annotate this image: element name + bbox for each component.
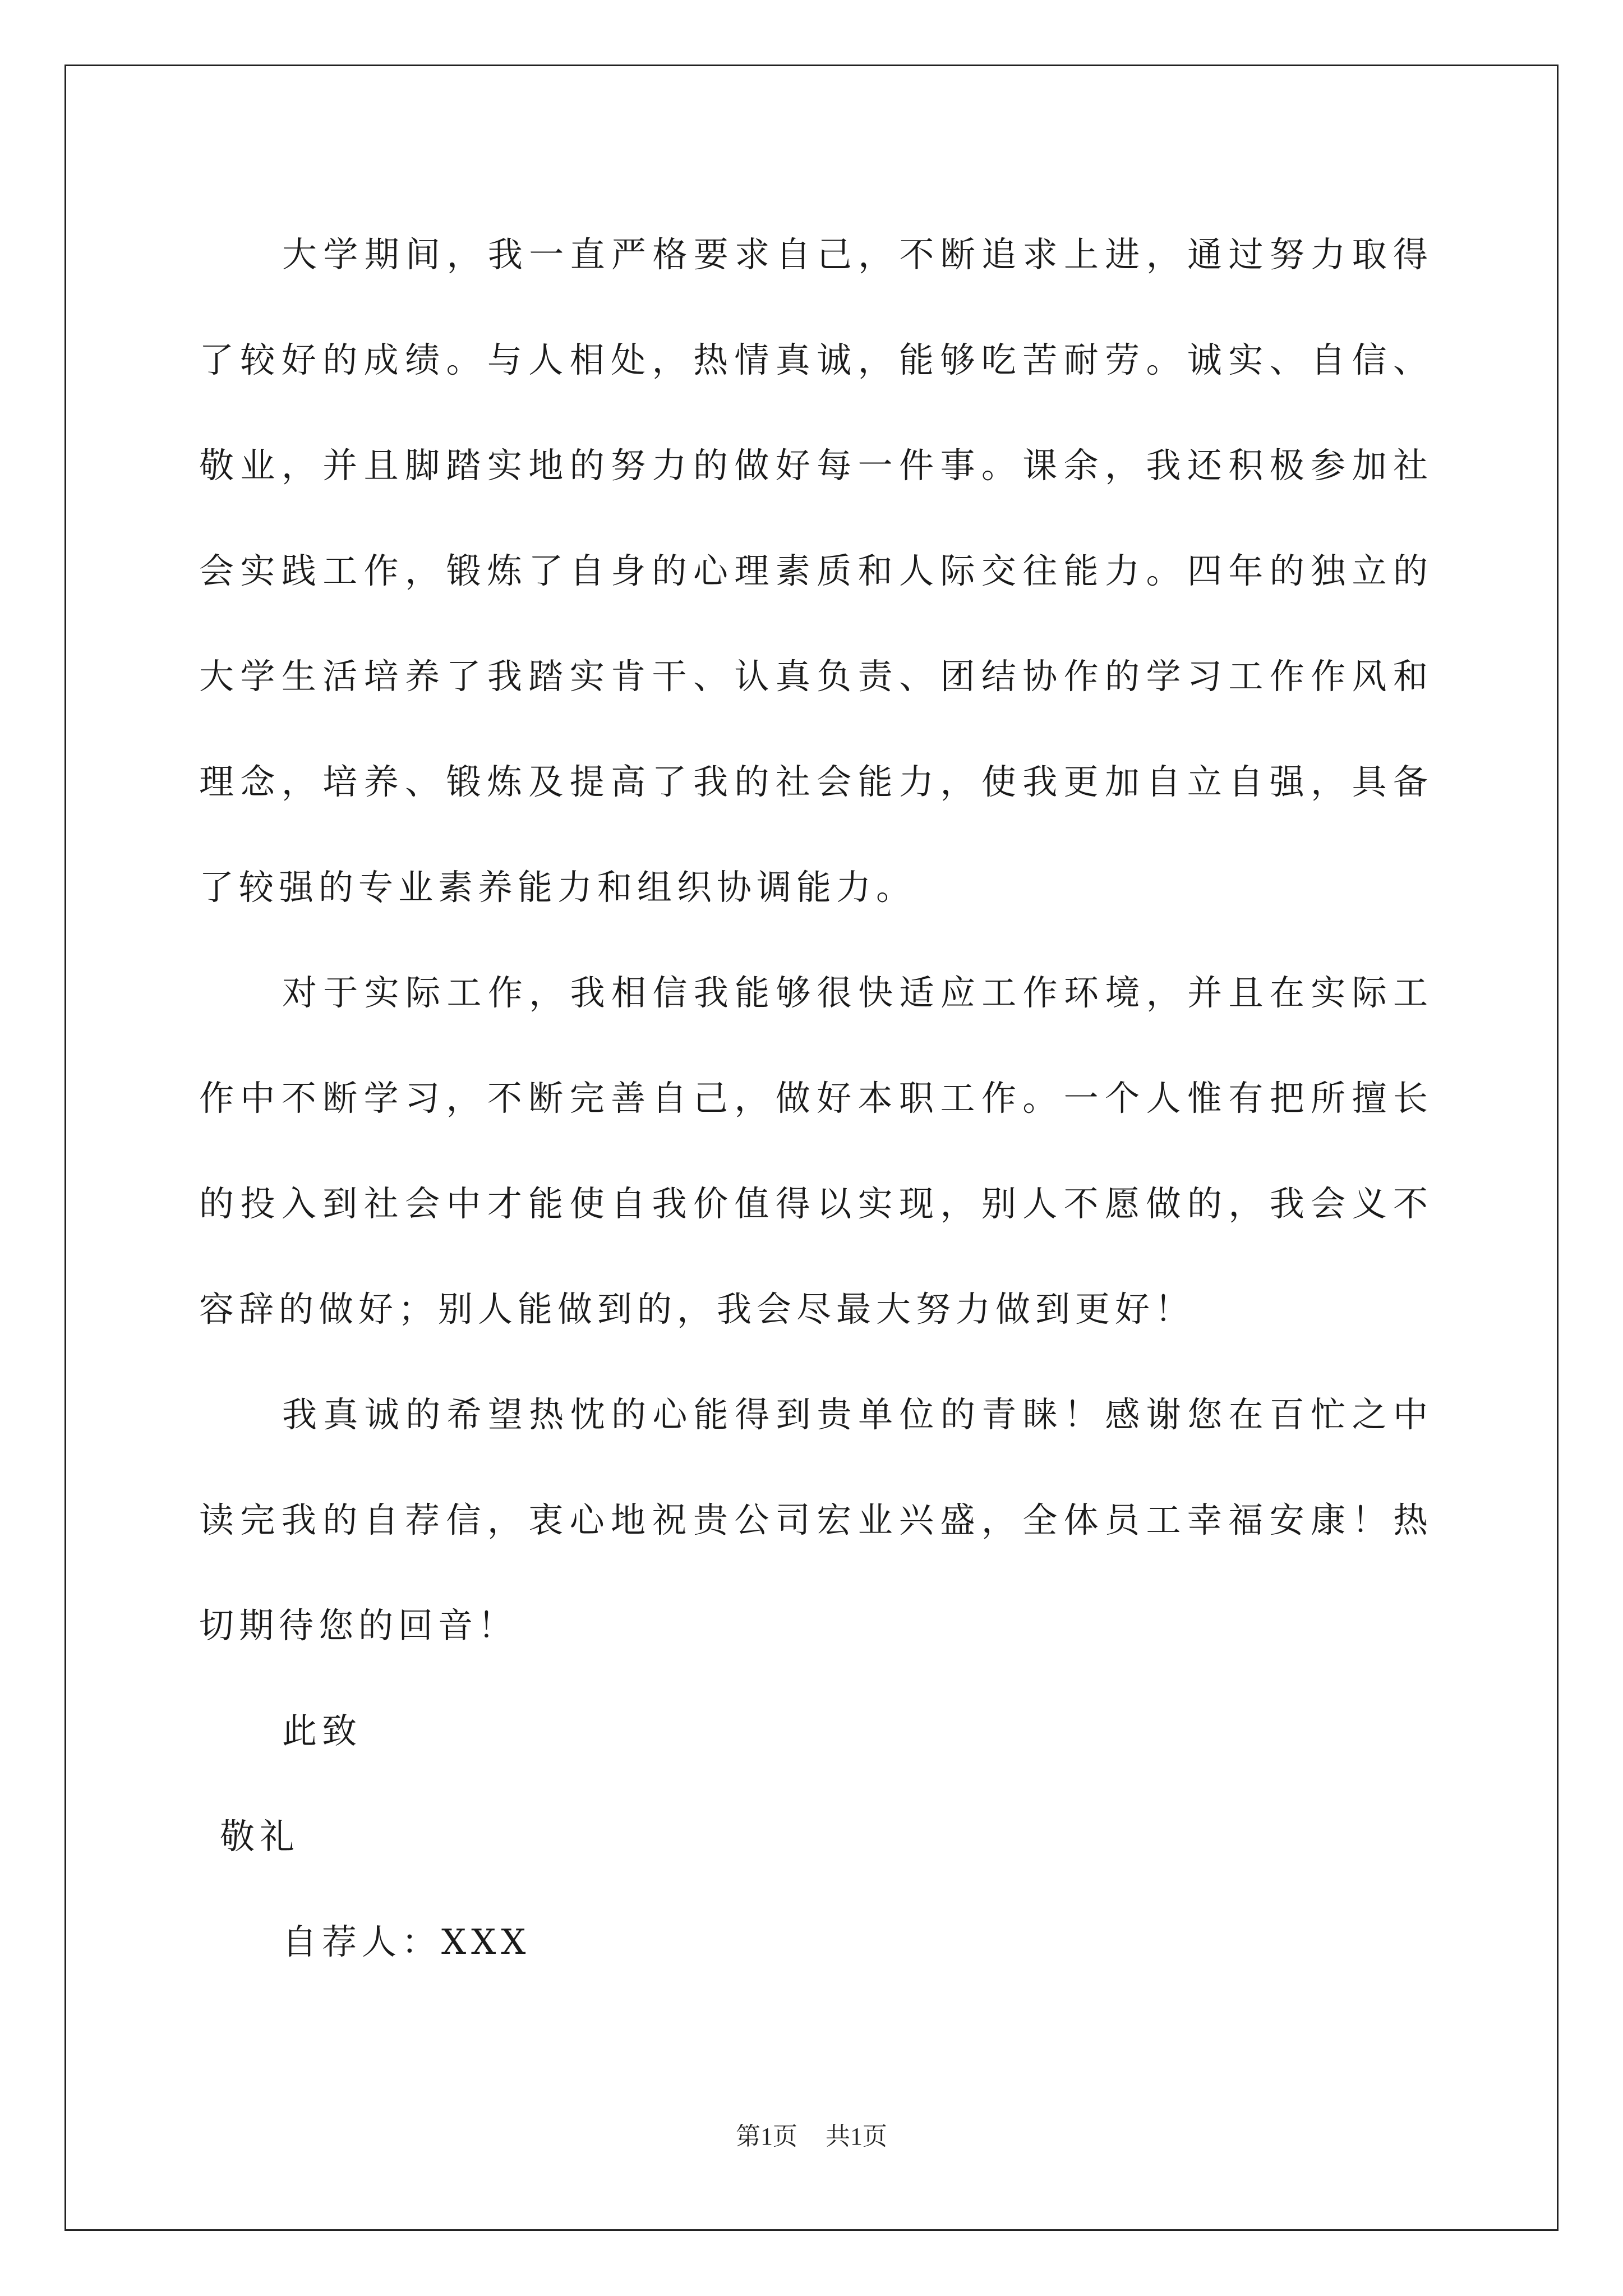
- page-total: 共1页: [826, 2123, 887, 2150]
- closing-phrase: 此致: [282, 1710, 362, 1751]
- salutation: 敬礼: [220, 1816, 300, 1857]
- letter-body: [199, 202, 1433, 1995]
- paragraph-1: 大学期间，我一直严格要求自己，不断追求上进，通过努力取得了较好的成绩。与人相处，热情真诚，能够吃苦耐劳。诚实、自信、敬业，并且脚踏实地的努力的做好每一件事。课余，我还积极参加社会实践工作，锻炼了自身的心理素质和人际交往能力。四年的独立的大学生活培养了我踏实肯干、认真负责、团结协作的学习工作作风和理念，培养、锻炼及提高了我的社会能力，使我更加自立自强，具备了较强的专业素养能力和组织协调能力。: [199, 234, 1433, 908]
- signature: 自荐人：XXX: [282, 1921, 531, 1962]
- paragraph-3: 我真诚的希望热忱的心能得到贵单位的青睐！感谢您在百忙之中读完我的自荐信，衷心地祝贵公司宏业兴盛，全体员工幸福安康！热切期待您的回音！: [199, 1394, 1433, 1646]
- page-number: 第1页: [736, 2123, 797, 2150]
- page-footer: [0, 2116, 1623, 2152]
- paragraph-2: 对于实际工作，我相信我能够很快适应工作环境，并且在实际工作中不断学习，不断完善自己，做好本职工作。一个人惟有把所擅长的投入到社会中才能使自我价值得以实现，别人不愿做的，我会义不容辞的做好；别人能做到的，我会尽最大努力做到更好！: [199, 972, 1433, 1329]
